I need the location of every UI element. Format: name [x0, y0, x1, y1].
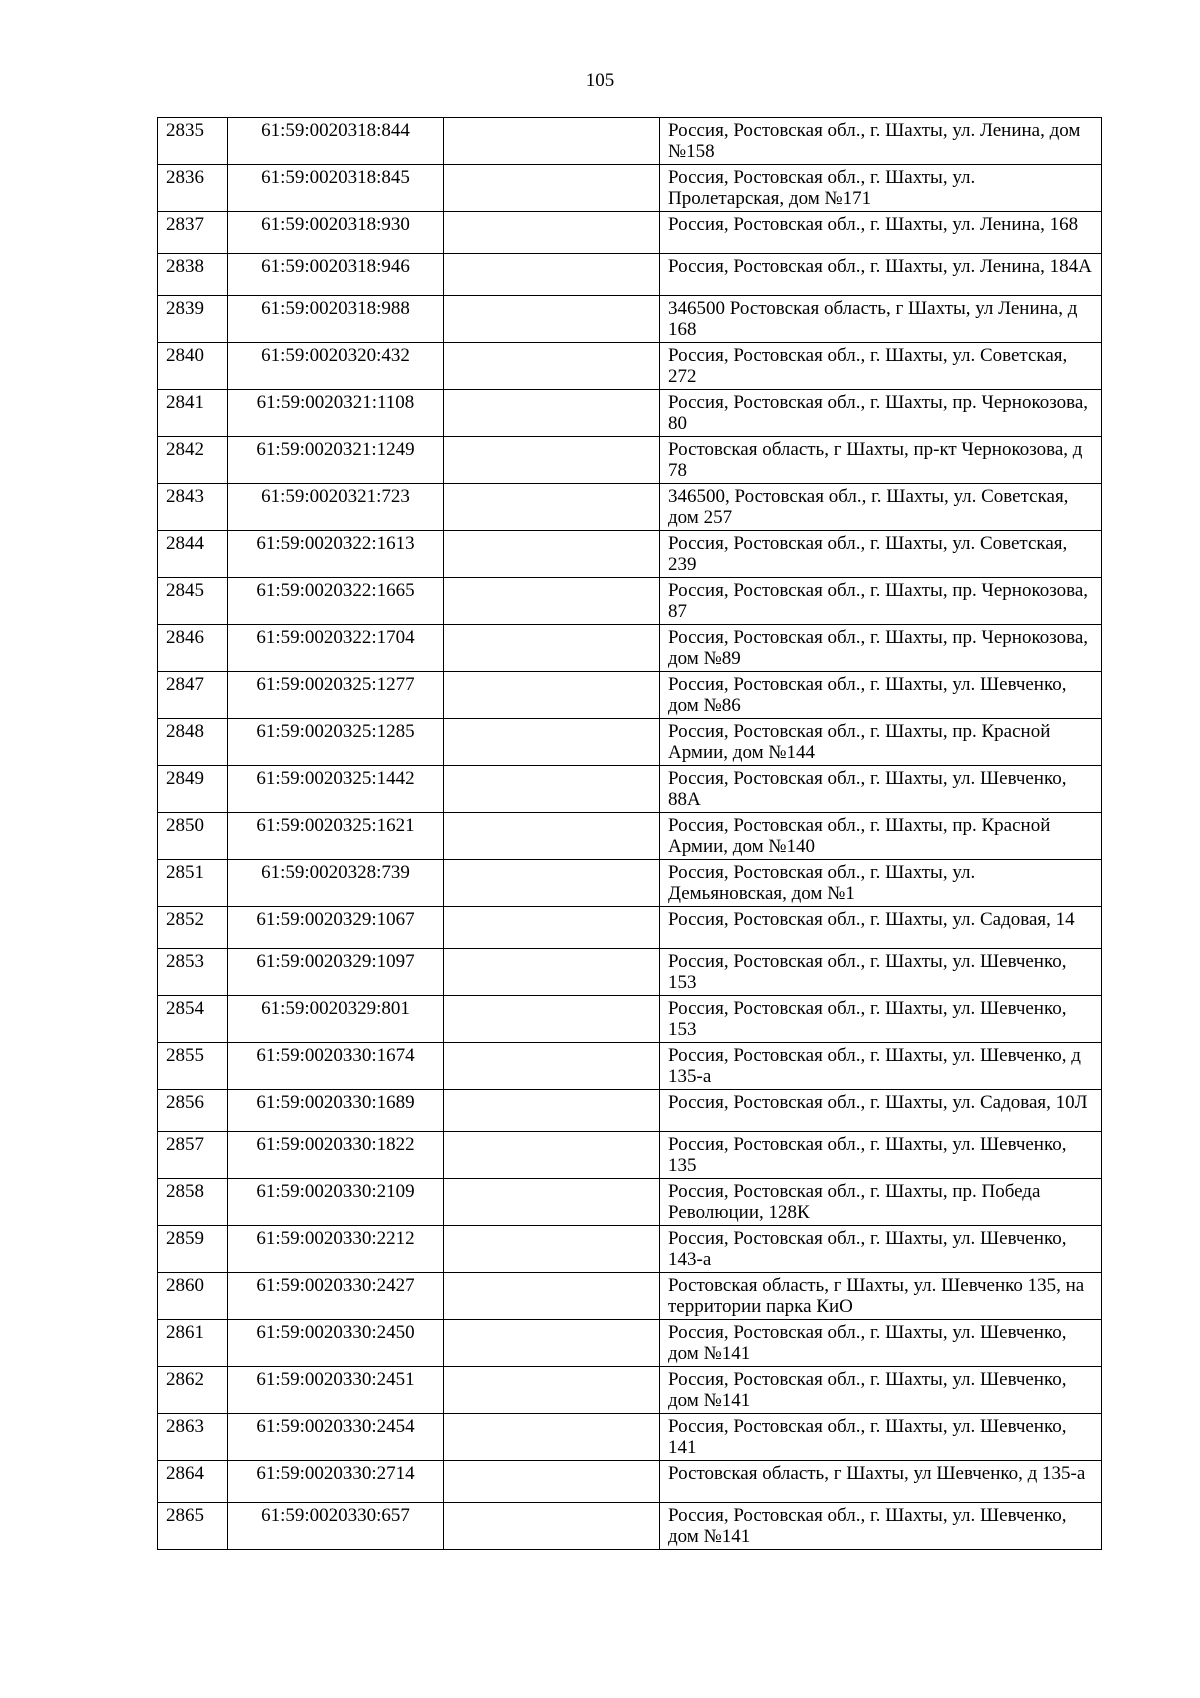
table-row: [158, 860, 1102, 907]
table-row: [158, 1273, 1102, 1320]
empty-cell: [444, 766, 660, 813]
address-cell: Россия, Ростовская обл., г. Шахты, пр. Чернокозова, 80: [660, 390, 1102, 437]
table-row: [158, 1179, 1102, 1226]
cadastral-number-cell: 61:59:0020330:2450: [228, 1320, 444, 1367]
registry-table: [157, 117, 1102, 1550]
row-number-cell: 2850: [158, 813, 228, 860]
table-row: [158, 165, 1102, 212]
cadastral-number-cell: 61:59:0020318:988: [228, 296, 444, 343]
row-number-cell: 2847: [158, 672, 228, 719]
cadastral-number-cell: 61:59:0020329:801: [228, 996, 444, 1043]
address-cell: Россия, Ростовская обл., г. Шахты, ул. Шевченко, 143-а: [660, 1226, 1102, 1273]
empty-cell: [444, 118, 660, 165]
cadastral-number-cell: 61:59:0020330:2451: [228, 1367, 444, 1414]
address-cell: Россия, Ростовская обл., г. Шахты, ул. Ленина, 168: [660, 212, 1102, 254]
address-cell: Россия, Ростовская обл., г. Шахты, ул. Шевченко, дом №86: [660, 672, 1102, 719]
empty-cell: [444, 1226, 660, 1273]
empty-cell: [444, 212, 660, 254]
page-number: 105: [585, 70, 615, 91]
table-row: [158, 118, 1102, 165]
cadastral-number-cell: 61:59:0020325:1621: [228, 813, 444, 860]
cadastral-number-cell: 61:59:0020330:2427: [228, 1273, 444, 1320]
row-number-cell: 2836: [158, 165, 228, 212]
table-row: [158, 296, 1102, 343]
row-number-cell: 2846: [158, 625, 228, 672]
address-cell: Россия, Ростовская обл., г. Шахты, пр. Чернокозова, 87: [660, 578, 1102, 625]
table-row: [158, 949, 1102, 996]
empty-cell: [444, 1414, 660, 1461]
table-row: [158, 907, 1102, 949]
empty-cell: [444, 813, 660, 860]
empty-cell: [444, 1132, 660, 1179]
address-cell: Россия, Ростовская обл., г. Шахты, ул. Пролетарская, дом №171: [660, 165, 1102, 212]
cadastral-number-cell: 61:59:0020322:1665: [228, 578, 444, 625]
registry-table-body: [158, 118, 1102, 1550]
empty-cell: [444, 1043, 660, 1090]
table-row: [158, 996, 1102, 1043]
row-number-cell: 2857: [158, 1132, 228, 1179]
address-cell: Россия, Ростовская обл., г. Шахты, пр. Победа Революции, 128К: [660, 1179, 1102, 1226]
row-number-cell: 2861: [158, 1320, 228, 1367]
empty-cell: [444, 254, 660, 296]
cadastral-number-cell: 61:59:0020325:1285: [228, 719, 444, 766]
empty-cell: [444, 1367, 660, 1414]
cadastral-number-cell: 61:59:0020330:1822: [228, 1132, 444, 1179]
row-number-cell: 2862: [158, 1367, 228, 1414]
address-cell: Россия, Ростовская обл., г. Шахты, ул. Советская, 272: [660, 343, 1102, 390]
empty-cell: [444, 907, 660, 949]
empty-cell: [444, 625, 660, 672]
address-cell: Россия, Ростовская обл., г. Шахты, ул. Ленина, дом №158: [660, 118, 1102, 165]
row-number-cell: 2837: [158, 212, 228, 254]
table-row: [158, 531, 1102, 578]
table-row: [158, 1414, 1102, 1461]
address-cell: Россия, Ростовская обл., г. Шахты, ул. Демьяновская, дом №1: [660, 860, 1102, 907]
address-cell: 346500 Ростовская область, г Шахты, ул Ленина, д 168: [660, 296, 1102, 343]
cadastral-number-cell: 61:59:0020321:1249: [228, 437, 444, 484]
row-number-cell: 2849: [158, 766, 228, 813]
table-row: [158, 437, 1102, 484]
row-number-cell: 2860: [158, 1273, 228, 1320]
cadastral-number-cell: 61:59:0020330:2109: [228, 1179, 444, 1226]
row-number-cell: 2863: [158, 1414, 228, 1461]
address-cell: Россия, Ростовская обл., г. Шахты, ул. Советская, 239: [660, 531, 1102, 578]
empty-cell: [444, 437, 660, 484]
row-number-cell: 2839: [158, 296, 228, 343]
address-cell: Ростовская область, г Шахты, ул Шевченко, д 135-а: [660, 1461, 1102, 1503]
table-row: [158, 484, 1102, 531]
empty-cell: [444, 1461, 660, 1503]
cadastral-number-cell: 61:59:0020325:1277: [228, 672, 444, 719]
empty-cell: [444, 996, 660, 1043]
address-cell: Россия, Ростовская обл., г. Шахты, ул. Шевченко, дом №141: [660, 1503, 1102, 1550]
cadastral-number-cell: 61:59:0020329:1067: [228, 907, 444, 949]
cadastral-number-cell: 61:59:0020318:930: [228, 212, 444, 254]
empty-cell: [444, 1503, 660, 1550]
address-cell: Россия, Ростовская обл., г. Шахты, пр. Красной Армии, дом №144: [660, 719, 1102, 766]
cadastral-number-cell: 61:59:0020322:1704: [228, 625, 444, 672]
empty-cell: [444, 860, 660, 907]
address-cell: Россия, Ростовская обл., г. Шахты, ул. Шевченко, 135: [660, 1132, 1102, 1179]
address-cell: Ростовская область, г Шахты, пр-кт Чернокозова, д 78: [660, 437, 1102, 484]
row-number-cell: 2855: [158, 1043, 228, 1090]
row-number-cell: 2845: [158, 578, 228, 625]
cadastral-number-cell: 61:59:0020318:844: [228, 118, 444, 165]
row-number-cell: 2838: [158, 254, 228, 296]
row-number-cell: 2840: [158, 343, 228, 390]
address-cell: Россия, Ростовская обл., г. Шахты, ул. Шевченко, 153: [660, 949, 1102, 996]
table-row: [158, 254, 1102, 296]
empty-cell: [444, 296, 660, 343]
empty-cell: [444, 949, 660, 996]
cadastral-number-cell: 61:59:0020318:946: [228, 254, 444, 296]
address-cell: Россия, Ростовская обл., г. Шахты, ул. Ленина, 184А: [660, 254, 1102, 296]
table-row: [158, 625, 1102, 672]
empty-cell: [444, 672, 660, 719]
table-row: [158, 1226, 1102, 1273]
empty-cell: [444, 165, 660, 212]
cadastral-number-cell: 61:59:0020320:432: [228, 343, 444, 390]
empty-cell: [444, 1090, 660, 1132]
cadastral-number-cell: 61:59:0020322:1613: [228, 531, 444, 578]
address-cell: Ростовская область, г Шахты, ул. Шевченко 135, на территории парка КиО: [660, 1273, 1102, 1320]
empty-cell: [444, 1320, 660, 1367]
row-number-cell: 2842: [158, 437, 228, 484]
table-row: [158, 1132, 1102, 1179]
row-number-cell: 2841: [158, 390, 228, 437]
table-row: [158, 719, 1102, 766]
empty-cell: [444, 719, 660, 766]
address-cell: Россия, Ростовская обл., г. Шахты, ул. Шевченко, д 135-а: [660, 1043, 1102, 1090]
address-cell: Россия, Ростовская обл., г. Шахты, ул. Шевченко, дом №141: [660, 1320, 1102, 1367]
empty-cell: [444, 1273, 660, 1320]
cadastral-number-cell: 61:59:0020330:2714: [228, 1461, 444, 1503]
row-number-cell: 2835: [158, 118, 228, 165]
row-number-cell: 2858: [158, 1179, 228, 1226]
empty-cell: [444, 531, 660, 578]
table-row: [158, 1503, 1102, 1550]
cadastral-number-cell: 61:59:0020325:1442: [228, 766, 444, 813]
table-row: [158, 672, 1102, 719]
cadastral-number-cell: 61:59:0020321:1108: [228, 390, 444, 437]
row-number-cell: 2854: [158, 996, 228, 1043]
address-cell: 346500, Ростовская обл., г. Шахты, ул. Советская, дом 257: [660, 484, 1102, 531]
table-row: [158, 1043, 1102, 1090]
row-number-cell: 2844: [158, 531, 228, 578]
table-row: [158, 343, 1102, 390]
table-row: [158, 766, 1102, 813]
row-number-cell: 2851: [158, 860, 228, 907]
address-cell: Россия, Ростовская обл., г. Шахты, ул. Шевченко, дом №141: [660, 1367, 1102, 1414]
row-number-cell: 2859: [158, 1226, 228, 1273]
address-cell: Россия, Ростовская обл., г. Шахты, ул. Садовая, 10Л: [660, 1090, 1102, 1132]
cadastral-number-cell: 61:59:0020330:1674: [228, 1043, 444, 1090]
table-row: [158, 578, 1102, 625]
address-cell: Россия, Ростовская обл., г. Шахты, ул. Садовая, 14: [660, 907, 1102, 949]
row-number-cell: 2843: [158, 484, 228, 531]
cadastral-number-cell: 61:59:0020330:1689: [228, 1090, 444, 1132]
empty-cell: [444, 484, 660, 531]
table-row: [158, 1320, 1102, 1367]
table-row: [158, 1090, 1102, 1132]
table-row: [158, 813, 1102, 860]
address-cell: Россия, Ростовская обл., г. Шахты, ул. Шевченко, 88А: [660, 766, 1102, 813]
empty-cell: [444, 578, 660, 625]
row-number-cell: 2864: [158, 1461, 228, 1503]
cadastral-number-cell: 61:59:0020329:1097: [228, 949, 444, 996]
address-cell: Россия, Ростовская обл., г. Шахты, пр. Красной Армии, дом №140: [660, 813, 1102, 860]
row-number-cell: 2852: [158, 907, 228, 949]
row-number-cell: 2865: [158, 1503, 228, 1550]
row-number-cell: 2848: [158, 719, 228, 766]
address-cell: Россия, Ростовская обл., г. Шахты, пр. Чернокозова, дом №89: [660, 625, 1102, 672]
cadastral-number-cell: 61:59:0020330:657: [228, 1503, 444, 1550]
cadastral-number-cell: 61:59:0020318:845: [228, 165, 444, 212]
row-number-cell: 2856: [158, 1090, 228, 1132]
cadastral-number-cell: 61:59:0020330:2212: [228, 1226, 444, 1273]
cadastral-number-cell: 61:59:0020321:723: [228, 484, 444, 531]
table-row: [158, 1367, 1102, 1414]
address-cell: Россия, Ростовская обл., г. Шахты, ул. Шевченко, 153: [660, 996, 1102, 1043]
table-row: [158, 1461, 1102, 1503]
empty-cell: [444, 343, 660, 390]
address-cell: Россия, Ростовская обл., г. Шахты, ул. Шевченко, 141: [660, 1414, 1102, 1461]
table-row: [158, 212, 1102, 254]
cadastral-number-cell: 61:59:0020330:2454: [228, 1414, 444, 1461]
table-row: [158, 390, 1102, 437]
cadastral-number-cell: 61:59:0020328:739: [228, 860, 444, 907]
empty-cell: [444, 1179, 660, 1226]
row-number-cell: 2853: [158, 949, 228, 996]
empty-cell: [444, 390, 660, 437]
